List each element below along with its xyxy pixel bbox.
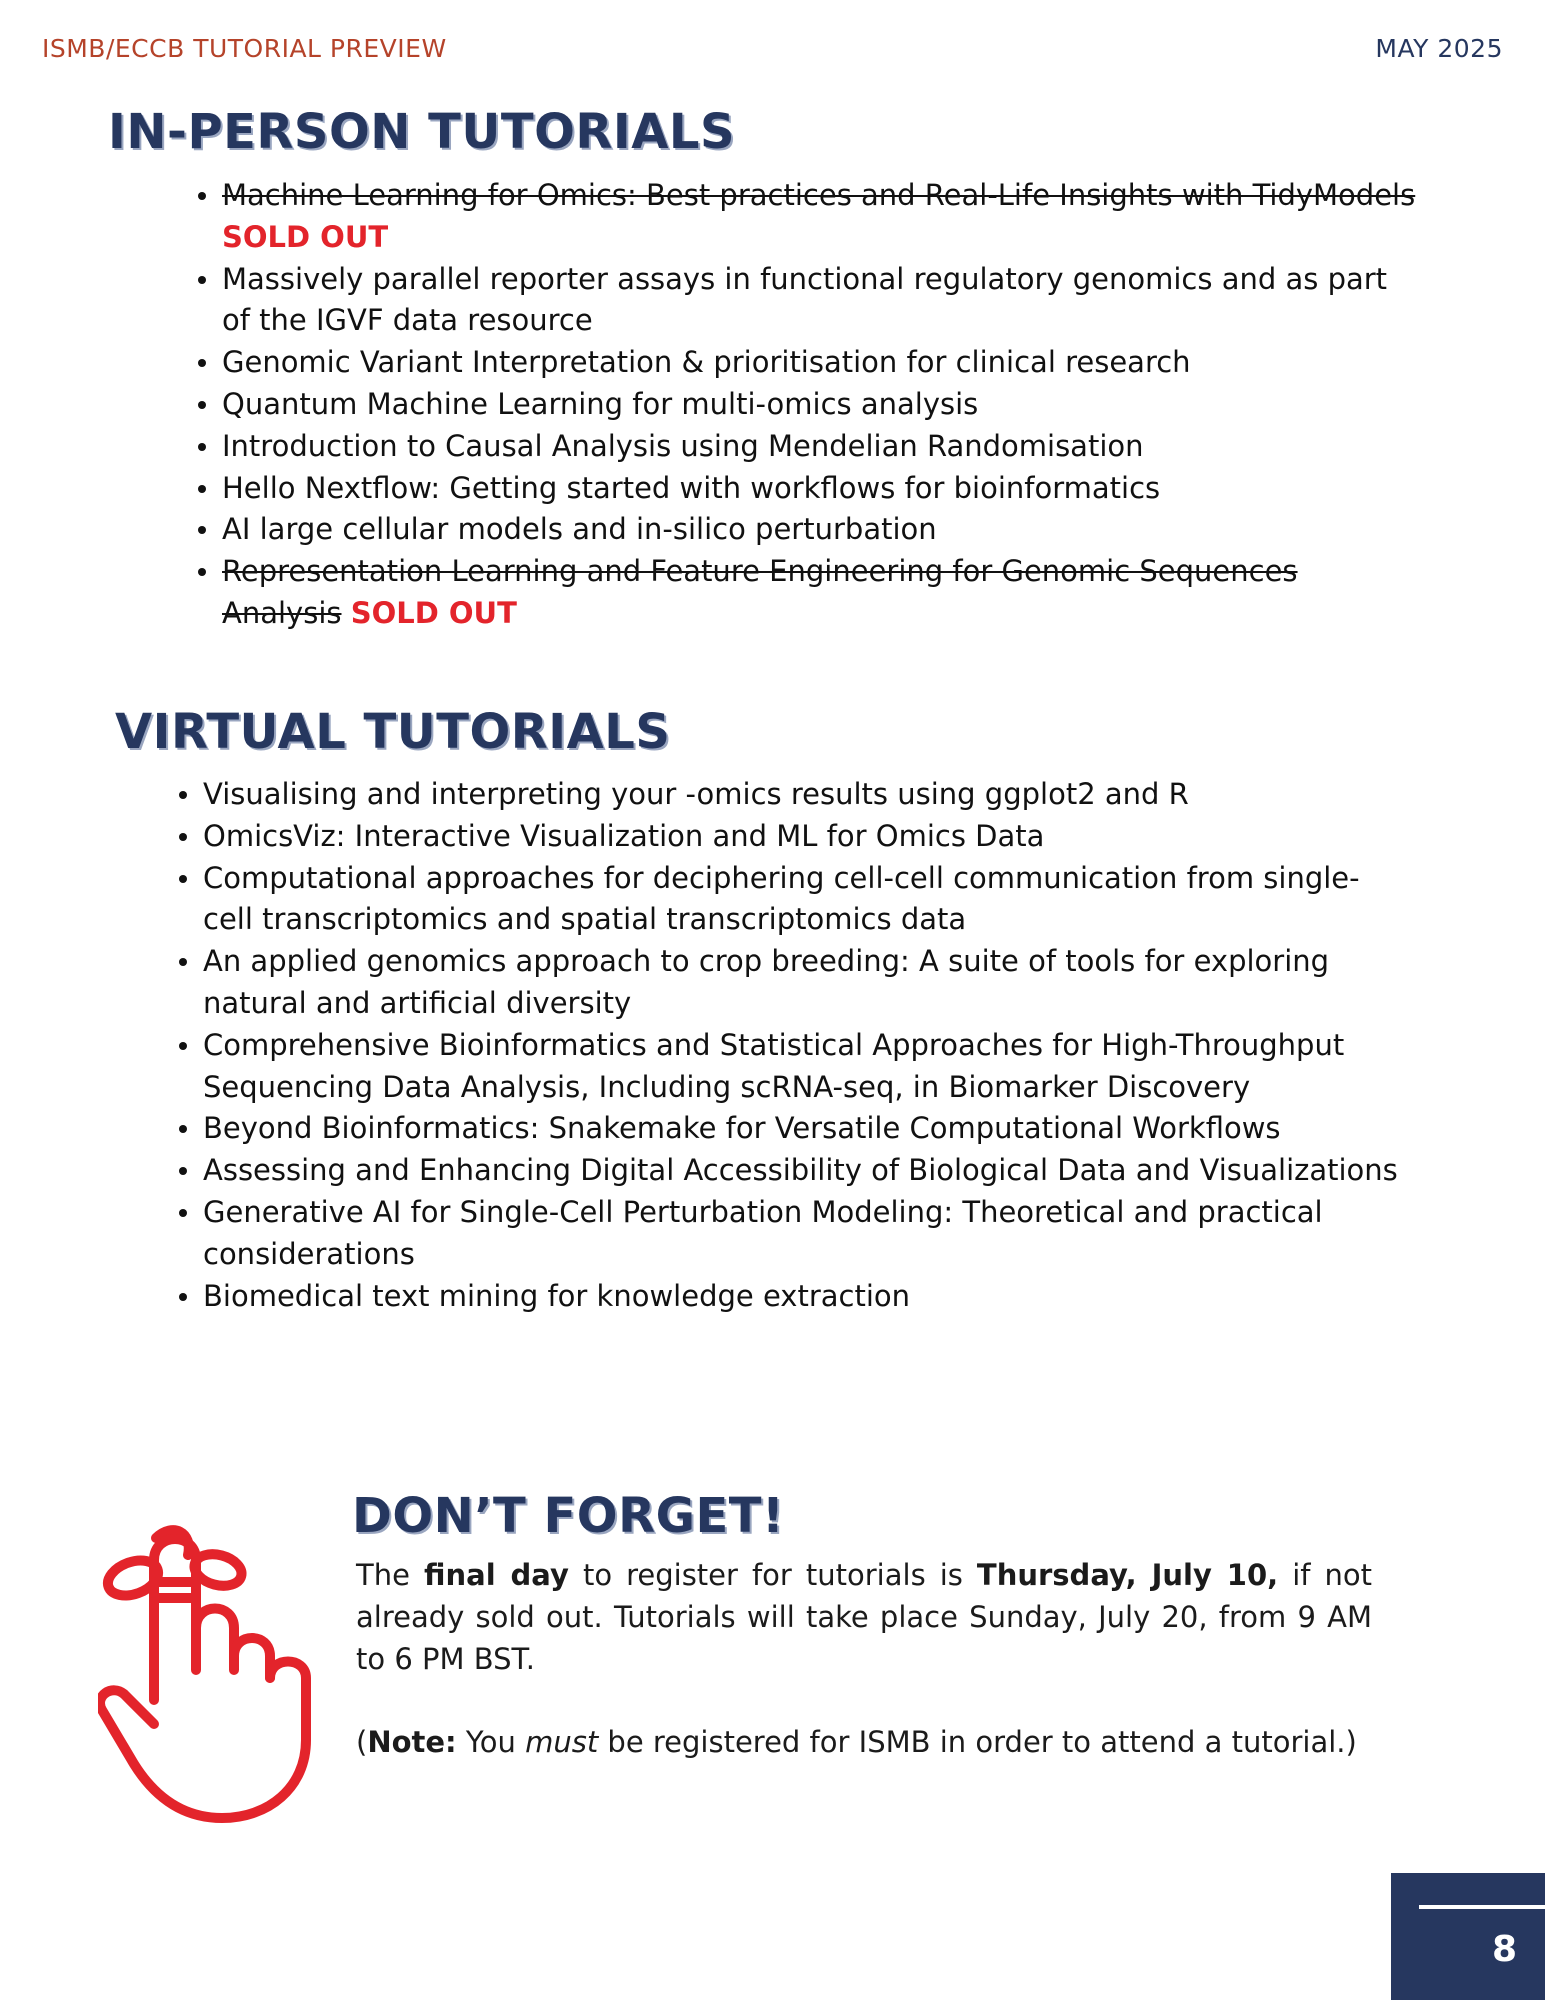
- p2-text-e: be registered for ISMB in order to attend a tutorial.): [598, 1725, 1357, 1759]
- tutorial-title: Generative AI for Single-Cell Perturbation Modeling: Theoretical and practical considerations: [203, 1194, 1323, 1271]
- tutorial-item: [222, 426, 1422, 468]
- tutorial-title: Massively parallel reporter assays in functional regulatory genomics and as part of the IGVF data resource: [222, 261, 1388, 338]
- p1-text-e: if not already sold out. Tutorials will take place Sunday, July 20, from 9 AM to 6 PM BST.: [356, 1558, 1372, 1676]
- page-number-rule: [1419, 1905, 1545, 1909]
- tutorial-item: [222, 175, 1422, 259]
- tutorial-item: [222, 468, 1422, 510]
- registration-deadline-paragraph: [356, 1555, 1372, 1680]
- tutorial-item: [203, 858, 1403, 942]
- finger-string-reminder-icon: [98, 1520, 320, 1825]
- header-date: MAY 2025: [1375, 34, 1503, 63]
- sold-out-badge: SOLD OUT: [222, 219, 389, 254]
- tutorial-item: [203, 816, 1403, 858]
- tutorial-title: Computational approaches for deciphering cell-cell communication from single-cell transcriptomics and spatial transcriptomics data: [203, 860, 1360, 937]
- tutorial-item: [203, 1025, 1403, 1109]
- tutorial-title: Hello Nextflow: Getting started with workflows for bioinformatics: [222, 470, 1161, 505]
- tutorial-title: Quantum Machine Learning for multi-omics analysis: [222, 386, 979, 421]
- tutorial-title: Visualising and interpreting your -omics results using ggplot2 and R: [203, 777, 1189, 811]
- final-day-emphasis: final day: [423, 1558, 569, 1592]
- tutorial-item: [222, 509, 1422, 551]
- tutorial-title: Biomedical text mining for knowledge extraction: [203, 1278, 911, 1313]
- tutorial-item: [222, 259, 1422, 343]
- tutorial-title: OmicsViz: Interactive Visualization and ML for Omics Data: [203, 818, 1045, 853]
- must-emphasis: must: [525, 1725, 599, 1759]
- tutorial-item: [203, 1276, 1403, 1318]
- tutorial-title: Comprehensive Bioinformatics and Statistical Approaches for High-Throughput Sequencing Data Analysis, Including scRNA-seq, in Biomarker Discovery: [203, 1027, 1345, 1104]
- in-person-heading: IN-PERSON TUTORIALS: [108, 104, 736, 160]
- tutorial-title: Genomic Variant Interpretation & prioritisation for clinical research: [222, 345, 1191, 380]
- p2-text-c: You: [456, 1725, 526, 1759]
- tutorial-item: [222, 384, 1422, 426]
- tutorial-title: Representation Learning and Feature Engineering for Genomic Sequences Analysis: [222, 554, 1298, 630]
- tutorial-item: [203, 941, 1403, 1025]
- p1-text-a: The: [356, 1558, 424, 1592]
- tutorial-item: [203, 1108, 1403, 1150]
- tutorial-item: [203, 1192, 1403, 1276]
- sold-out-badge: SOLD OUT: [350, 595, 517, 630]
- virtual-heading: VIRTUAL TUTORIALS: [115, 704, 671, 760]
- tutorial-item: [203, 1150, 1403, 1192]
- p1-text-c: to register for tutorials is: [568, 1558, 977, 1592]
- page-number-box: [1391, 1873, 1545, 2000]
- virtual-list: [203, 774, 1403, 1317]
- tutorial-title: An applied genomics approach to crop breeding: A suite of tools for exploring natural and artificial diversity: [203, 944, 1330, 1020]
- deadline-date-emphasis: Thursday, July 10,: [976, 1558, 1279, 1592]
- note-label: Note:: [367, 1725, 457, 1759]
- p2-text-a: (: [356, 1725, 368, 1759]
- tutorial-item: [203, 774, 1403, 816]
- tutorial-title: Introduction to Causal Analysis using Mendelian Randomisation: [222, 428, 1144, 463]
- tutorial-title: Machine Learning for Omics: Best practices and Real-Life Insights with TidyModels: [222, 178, 1416, 212]
- tutorial-title: Beyond Bioinformatics: Snakemake for Versatile Computational Workflows: [203, 1111, 1281, 1146]
- page-number: 8: [1491, 1929, 1517, 1970]
- tutorial-title: Assessing and Enhancing Digital Accessibility of Biological Data and Visualizations: [203, 1153, 1398, 1188]
- header-title: ISMB/ECCB TUTORIAL PREVIEW: [42, 34, 447, 63]
- tutorial-item: [222, 342, 1422, 384]
- registration-note-paragraph: [356, 1722, 1372, 1764]
- in-person-list: [222, 175, 1422, 635]
- dont-forget-heading: DON’T FORGET!: [352, 1488, 785, 1544]
- tutorial-title: AI large cellular models and in-silico perturbation: [222, 512, 937, 547]
- tutorial-item: [222, 551, 1422, 635]
